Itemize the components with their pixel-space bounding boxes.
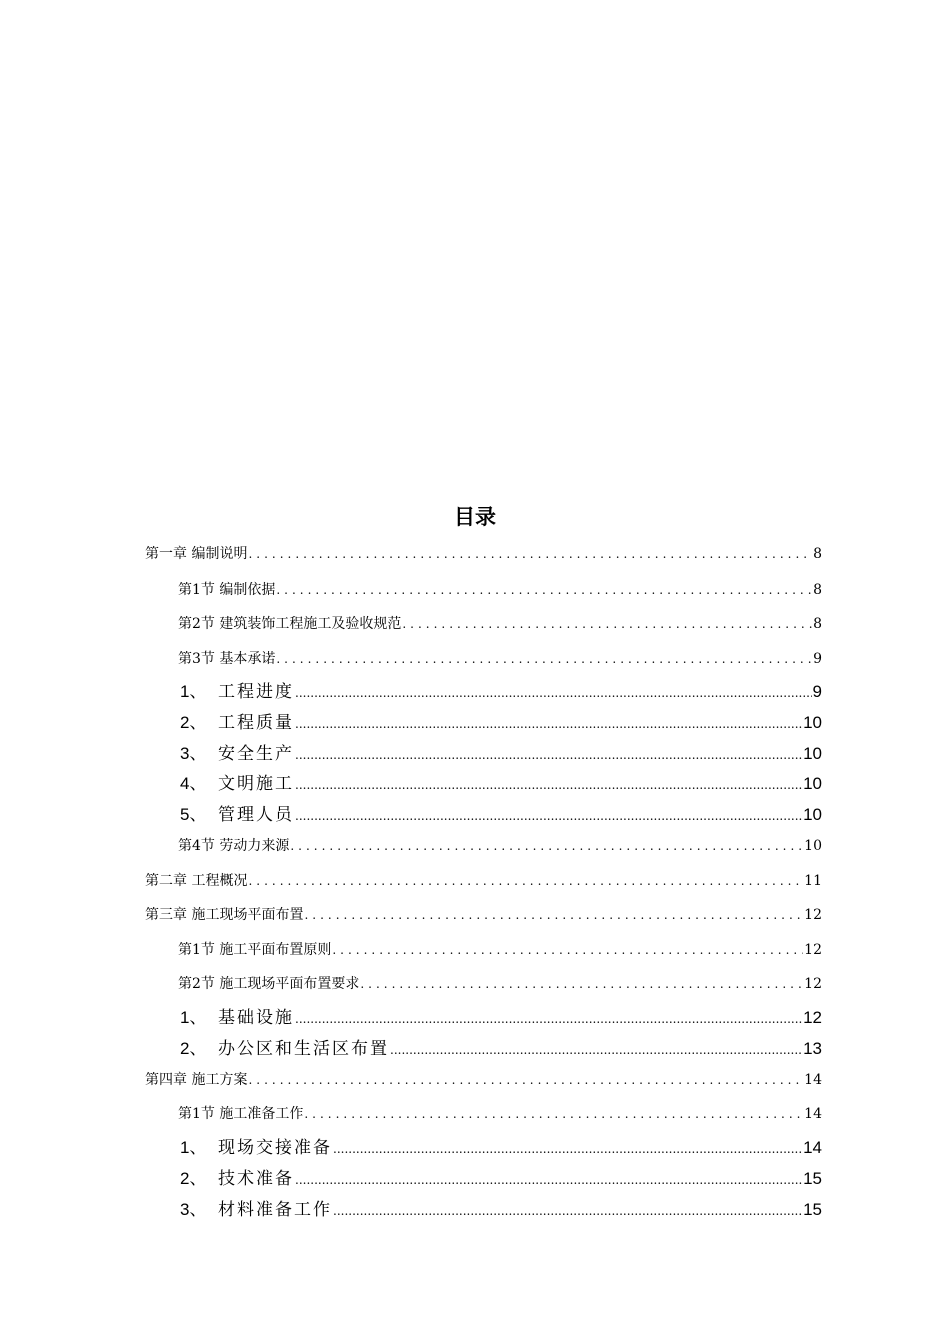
toc-title: 目录 [454,505,496,529]
toc-entry-number: 2、 [180,1169,207,1188]
toc-entry-page: 8 [813,582,822,598]
dot-leader [402,614,812,634]
dot-leader [248,544,812,564]
toc-entry-page: 11 [804,873,822,889]
toc-entry-label: 第四章 施工方案 [145,1072,248,1088]
toc-entry-item[interactable] [180,1037,822,1062]
dot-leader [333,1199,802,1223]
toc-entry-page: 15 [803,1169,822,1188]
toc-entry-label: 工程进度 [218,682,294,702]
toc-entry-page: 10 [803,713,822,732]
toc-entry-page: 9 [813,651,822,667]
toc-entry-label: 安全生产 [218,744,294,764]
toc-entry-number: 1、 [180,682,207,701]
dot-leader [290,836,803,856]
toc-entry-number: 2、 [180,713,207,732]
toc-entry-label: 管理人员 [218,805,294,825]
toc-entry-label: 技术准备 [218,1169,294,1189]
toc-entry-item[interactable] [180,680,822,705]
toc-entry-page: 12 [804,942,822,958]
toc-entry-page: 14 [803,1138,822,1157]
toc-entry-page: 8 [813,616,822,632]
toc-entry-chapter-1[interactable] [145,544,822,564]
toc-entry-number: 3、 [180,744,207,763]
toc-entry-section[interactable] [178,1104,822,1124]
toc-entry-chapter-4[interactable] [145,1070,822,1090]
toc-entry-label: 工程质量 [218,713,294,733]
toc-entry-page: 12 [803,1008,822,1027]
toc-entry-page: 14 [804,1106,822,1122]
toc-entry-label: 第1节 施工平面布置原则 [178,942,332,958]
toc-entry-section[interactable] [178,580,822,600]
dot-leader [332,940,803,960]
toc-entry-page: 10 [804,838,822,854]
toc-entry-chapter-3[interactable] [145,905,822,925]
dot-leader [390,1038,802,1062]
toc-entry-section[interactable] [178,974,822,994]
toc-entry-label: 文明施工 [218,774,294,794]
dot-leader [295,804,802,828]
toc-entry-item[interactable] [180,772,822,797]
toc-entry-item[interactable] [180,1136,822,1161]
toc-entry-item[interactable] [180,711,822,736]
dot-leader [304,1104,803,1124]
toc-entry-number: 2、 [180,1039,207,1058]
toc-entry-label: 第1节 施工准备工作 [178,1106,304,1122]
dot-leader [333,1137,802,1161]
dot-leader [295,773,802,797]
toc-entry-number: 4、 [180,774,207,793]
toc-entry-label: 材料准备工作 [218,1200,332,1220]
toc-entry-chapter-2[interactable] [145,871,822,891]
toc-entry-label: 现场交接准备 [218,1138,332,1158]
toc-entry-page: 13 [803,1039,822,1058]
toc-entry-label: 第1节 编制依据 [178,582,276,598]
toc-entry-page: 9 [812,682,822,701]
toc-entry-label: 办公区和生活区布置 [218,1039,389,1059]
toc-entry-page: 14 [804,1072,822,1088]
toc-entry-section[interactable] [178,614,822,634]
toc-entry-label: 第4节 劳动力来源 [178,838,290,854]
toc-entry-item[interactable] [180,1198,822,1223]
toc-entry-number: 1、 [180,1008,207,1027]
dot-leader [295,743,802,767]
toc-entry-item[interactable] [180,742,822,767]
toc-entry-page: 12 [804,976,822,992]
toc-entry-page: 8 [813,546,822,562]
toc-entry-number: 3、 [180,1200,207,1219]
dot-leader [276,580,812,600]
toc-entry-section[interactable] [178,836,822,856]
dot-leader [295,712,802,736]
dot-leader [295,681,812,705]
dot-leader [360,974,803,994]
toc-entry-label: 第一章 编制说明 [145,546,248,562]
dot-leader [295,1007,802,1031]
toc-entry-item[interactable] [180,1167,822,1192]
toc-entry-section[interactable] [178,649,822,669]
toc-entry-page: 10 [803,744,822,763]
dot-leader [248,871,803,891]
toc-entry-page: 10 [803,774,822,793]
toc-entry-label: 第2节 施工现场平面布置要求 [178,976,360,992]
toc-entry-label: 基础设施 [218,1008,294,1028]
toc-entry-page: 12 [804,907,822,923]
toc-entry-number: 1、 [180,1138,207,1157]
dot-leader [304,905,803,925]
toc-entry-label: 第二章 工程概况 [145,873,248,889]
toc-entry-label: 第三章 施工现场平面布置 [145,907,304,923]
toc-entry-number: 5、 [180,805,207,824]
dot-leader [248,1070,803,1090]
toc-entry-item[interactable] [180,1006,822,1031]
toc-entry-label: 第2节 建筑装饰工程施工及验收规范 [178,616,402,632]
toc-entry-page: 10 [803,805,822,824]
dot-leader [295,1168,802,1192]
dot-leader [276,649,812,669]
toc-entry-label: 第3节 基本承诺 [178,651,276,667]
toc-entry-page: 15 [803,1200,822,1219]
toc-entry-section[interactable] [178,940,822,960]
toc-entry-item[interactable] [180,803,822,828]
